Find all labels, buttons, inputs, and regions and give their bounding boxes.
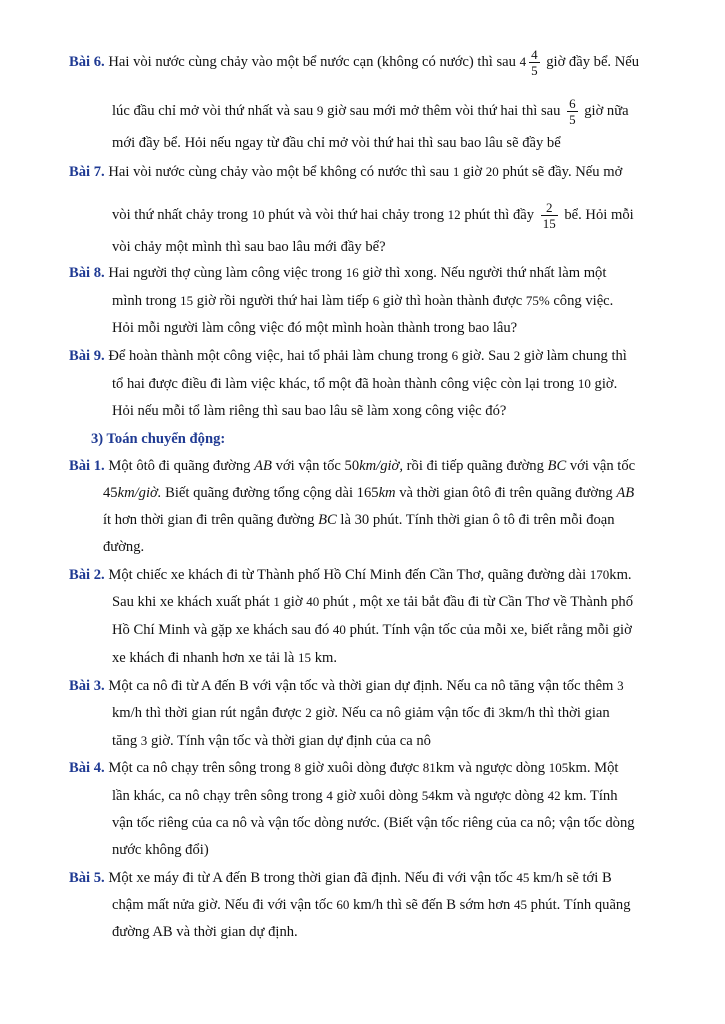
problem-3-line-1: Bài 3. Một ca nô đi từ A đến B với vận tốc và thời gian dự định. Nếu ca nô tăng vận tốc thêm 3	[69, 678, 624, 694]
problem-6-label: Bài 6.	[69, 53, 105, 70]
problem-5-line-2: chậm mất nửa giờ. Nếu đi với vận tốc 60 km/h thì sẽ đến B sớm hơn 45 phút. Tính quãng	[112, 897, 631, 913]
problem-4-line-4: nước không đổi)	[112, 842, 209, 858]
problem-8-line-1: Bài 8. Hai người thợ cùng làm công việc trong 16 giờ thì xong. Nếu người thứ nhất làm một	[69, 265, 607, 281]
problem-4-label: Bài 4.	[69, 760, 105, 776]
problem-6-line-1: Bài 6. Hai vòi nước cùng chảy vào một bể nước cạn (không có nước) thì sau 4 $\frac{4}{5}$ giờ đầy bể. Nếu	[69, 47, 640, 78]
problem-4-line-3: vận tốc riêng của ca nô và vận tốc dòng nước. (Biết vận tốc riêng của ca nô; vận tốc dòng	[112, 815, 635, 831]
section-heading: 3) Toán chuyển động:	[91, 431, 226, 447]
problem-3-label: Bài 3.	[69, 678, 105, 694]
problem-5-label: Bài 5.	[69, 870, 105, 886]
problem-8-line-2: mình trong 15 giờ rồi người thứ hai làm tiếp 6 giờ thì hoàn thành được 75% công việc.	[112, 293, 614, 309]
problem-1-line-3: ít hơn thời gian đi trên quãng đường BC là 30 phút. Tính thời gian ô tô đi trên mỗi đoạn	[103, 512, 615, 528]
problem-2-line-3: Hồ Chí Minh và gặp xe khách sau đó 40 phút. Tính vận tốc của mỗi xe, biết rằng mỗi giờ	[112, 622, 632, 638]
problem-1-line-2: 45km/giờ. Biết quãng đường tổng cộng dài 165km và thời gian ôtô đi trên quãng đường AB	[103, 485, 635, 501]
problem-4-line-1: Bài 4. Một ca nô chạy trên sông trong 8 giờ xuôi dòng được 81km và ngược dòng 105km. Một	[69, 760, 619, 776]
fraction: $\frac{2}{15}$	[542, 200, 556, 231]
problem-8-line-3: Hỏi mỗi người làm công việc đó một mình hoàn thành trong bao lâu?	[112, 320, 518, 336]
problem-7-line-3: vòi chảy một mình thì sau bao lâu mới đầy bể?	[112, 239, 386, 255]
problem-1-label: Bài 1.	[69, 458, 105, 474]
problem-4-line-2: lần khác, ca nô chạy trên sông trong 4 giờ xuôi dòng 54km và ngược dòng 42 km. Tính	[112, 788, 618, 804]
problem-9-line-2: tổ hai được điều đi làm việc khác, tổ một đã hoàn thành công việc còn lại trong 10 giờ.	[112, 376, 618, 392]
problem-7-line-2: vòi thứ nhất chảy trong 10 phút và vòi thứ hai chảy trong 12 phút thì đầy $\frac{2}{15}$ bể. Hỏi mỗi	[112, 200, 634, 231]
problem-5-line-1: Bài 5. Một xe máy đi từ A đến B trong thời gian đã định. Nếu đi với vận tốc 45 km/h sẽ tới B	[69, 870, 612, 886]
problem-9-line-3: Hỏi nếu mỗi tổ làm riêng thì sau bao lâu sẽ làm xong công việc đó?	[112, 403, 507, 419]
problem-1-line-4: đường.	[103, 539, 145, 555]
problem-7-line-1: Bài 7. Hai vòi nước cùng chảy vào một bể không có nước thì sau 1 giờ 20 phút sẽ đầy. Nếu mở	[69, 164, 623, 180]
fraction: $\frac{6}{5}$	[569, 96, 576, 127]
problem-2-line-1: Bài 2. Một chiếc xe khách đi từ Thành phố Hồ Chí Minh đến Cần Thơ, quãng đường dài 170km.	[69, 567, 632, 583]
problem-9-label: Bài 9.	[69, 348, 105, 364]
problem-3-line-2: km/h thì thời gian rút ngắn được 2 giờ. Nếu ca nô giảm vận tốc đi 3km/h thì thời gian	[112, 705, 610, 721]
problem-2-line-2: Sau khi xe khách xuất phát 1 giờ 40 phút , một xe tải bắt đầu đi từ Cần Thơ về Thành phố	[112, 594, 634, 610]
mixed-fraction: 4 $\frac{4}{5}$	[519, 47, 538, 78]
problem-6-line-3: mới đầy bể. Hỏi nếu ngay từ đầu chỉ mở vòi thứ hai thì sau bao lâu sẽ đầy bể	[112, 135, 561, 151]
problem-3-line-3: tăng 3 giờ. Tính vận tốc và thời gian dự định của ca nô	[112, 733, 431, 749]
problem-9-line-1: Bài 9. Để hoàn thành một công việc, hai tổ phải làm chung trong 6 giờ. Sau 2 giờ làm chung thì	[69, 348, 627, 364]
problem-2-label: Bài 2.	[69, 567, 105, 583]
problem-7-label: Bài 7.	[69, 164, 105, 180]
problem-6-line-2: lúc đầu chỉ mở vòi thứ nhất và sau 9 giờ sau mới mở thêm vòi thứ hai thì sau $\frac{6}{5}$ giờ nữa	[112, 96, 629, 127]
problem-5-line-3: đường AB và thời gian dự định.	[112, 924, 298, 940]
problem-1-line-1: Bài 1. Một ôtô đi quãng đường AB với vận tốc 50km/giờ, rồi đi tiếp quãng đường BC với vận tốc	[69, 458, 636, 474]
problem-2-line-4: xe khách đi nhanh hơn xe tải là 15 km.	[112, 650, 337, 666]
problem-8-label: Bài 8.	[69, 265, 105, 281]
